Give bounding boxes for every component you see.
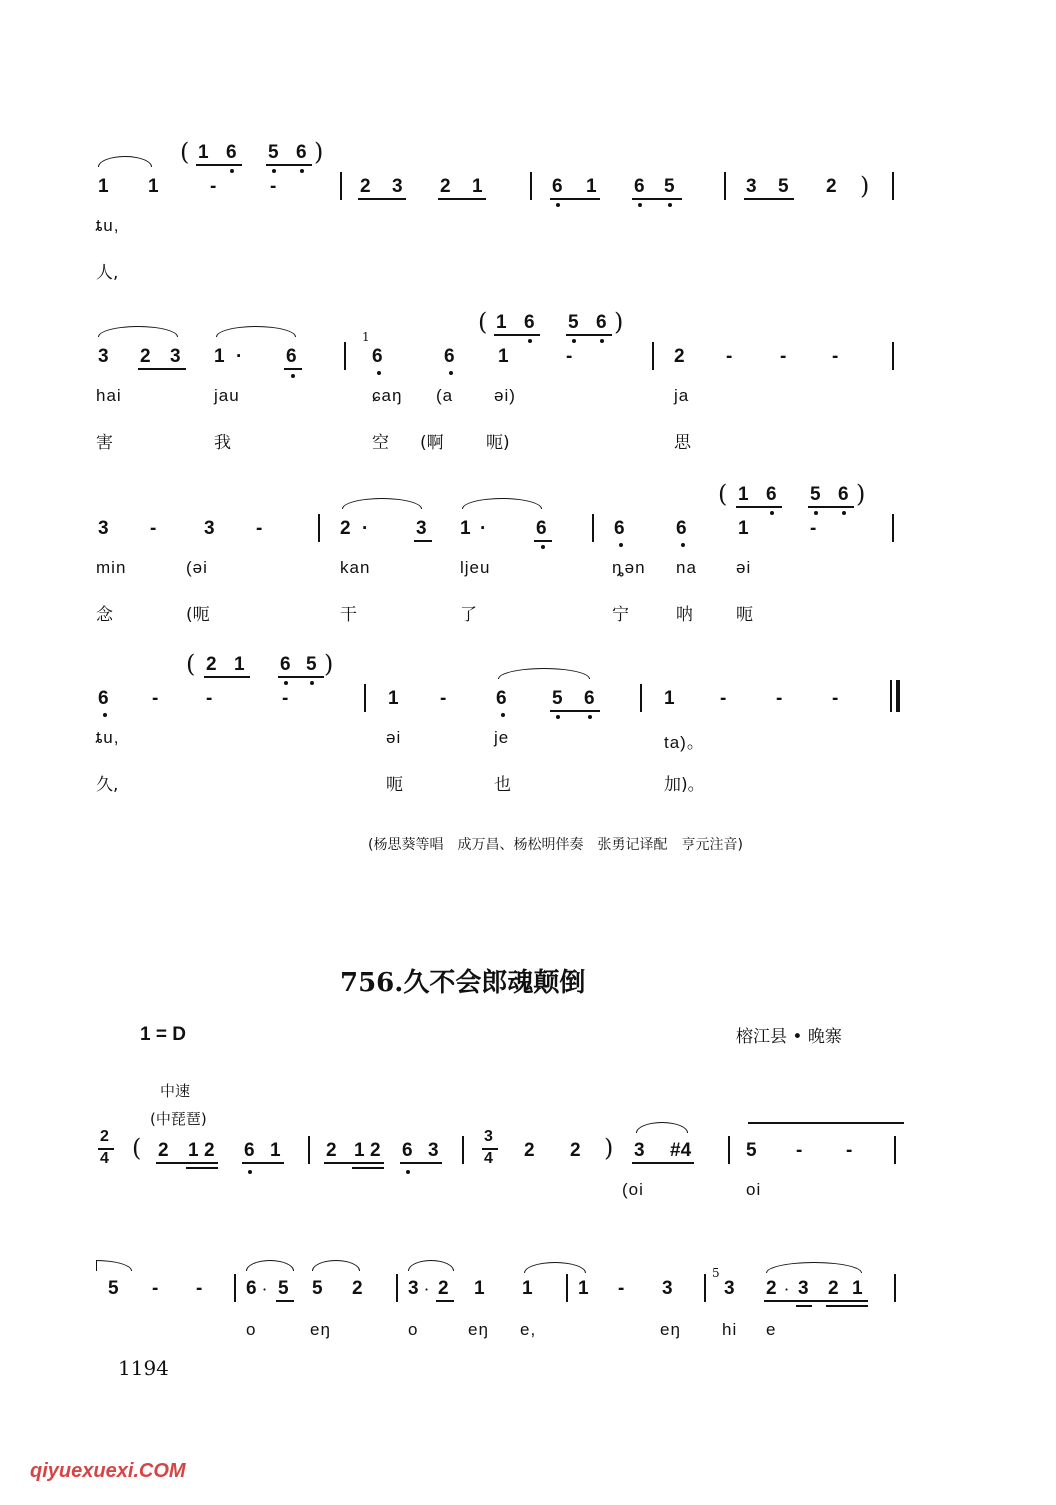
time-sig-bottom: 4 (100, 1150, 109, 1167)
chinese-lyric: 干 (340, 605, 357, 625)
pinyin-lyric: ljeu (460, 558, 491, 577)
note: 5 (746, 1140, 757, 1161)
note: 6 (372, 346, 383, 367)
note: 1 (234, 654, 245, 675)
pinyin-lyric: əi (386, 728, 402, 747)
note: 3 (798, 1278, 809, 1299)
chinese-lyric: 念 (96, 605, 113, 625)
note: 1 (852, 1278, 863, 1299)
note: 3 (428, 1140, 439, 1161)
credits: (杨思葵等唱 成万昌、杨松明伴奏 张勇记译配 亨元注音) (368, 837, 743, 853)
note: 6 (286, 346, 297, 367)
key-signature: 1 = D (140, 1024, 186, 1045)
chinese-lyric: (呃 (186, 605, 210, 625)
note: 1 (738, 484, 749, 505)
note: 5 (568, 312, 579, 333)
paren-close: ) (614, 308, 624, 336)
chinese-lyric: 了 (460, 605, 477, 625)
note: 2 (674, 346, 685, 367)
note: 1 (148, 176, 159, 197)
dash: - (566, 346, 573, 367)
dash: - (440, 688, 447, 709)
pinyin-lyric: ȶu, (96, 728, 120, 747)
note: 2 (204, 1140, 215, 1161)
note: 6 (244, 1140, 255, 1161)
pinyin-lyric: əi) (494, 386, 516, 405)
note: 1 (214, 346, 225, 367)
note: 1 (472, 176, 483, 197)
note: 3 (170, 346, 181, 367)
chinese-lyric: 我 (214, 433, 231, 453)
note: 6 (496, 688, 507, 709)
note: 3 (392, 176, 403, 197)
chinese-lyric: 人, (96, 263, 119, 283)
pinyin-lyric: (əi (186, 558, 208, 577)
dash: - (270, 176, 277, 197)
note: 1 (198, 142, 209, 163)
chinese-lyric: 呃 (736, 605, 753, 625)
note: 1 (738, 518, 749, 539)
pinyin-lyric: min (96, 558, 127, 577)
chinese-lyric: 害 (96, 433, 113, 453)
note: 2 (360, 176, 371, 197)
note: 1 (664, 688, 675, 709)
tempo-marking: 中速 (160, 1082, 191, 1100)
note: 1 (474, 1278, 485, 1299)
dash: - (832, 346, 839, 367)
note: 2 (826, 176, 837, 197)
note: 2 (440, 176, 451, 197)
note: 5 (108, 1278, 119, 1299)
note: 6 (444, 346, 455, 367)
song-origin: 榕江县 • 晚寨 (736, 1027, 842, 1047)
dash: - (780, 346, 787, 367)
pinyin-lyric: hai (96, 386, 122, 405)
note: 6 (524, 312, 535, 333)
note: 2 (370, 1140, 381, 1161)
dash: - (152, 688, 159, 709)
note: 5 (306, 654, 317, 675)
note: 2 (766, 1278, 777, 1299)
note: 5 (664, 176, 675, 197)
note: 6 (296, 142, 307, 163)
pinyin-lyric: je (494, 728, 510, 747)
pinyin-lyric: e (766, 1320, 777, 1339)
note: 6 (676, 518, 687, 539)
pinyin-lyric: ɕaŋ (372, 386, 403, 405)
pinyin-lyric: ȶu, (96, 216, 120, 235)
note: 2 (828, 1278, 839, 1299)
dot-dur: · (362, 518, 369, 539)
note: 2 (570, 1140, 581, 1161)
dash: - (256, 518, 263, 539)
note: 1 (496, 312, 507, 333)
note: 3 (98, 346, 109, 367)
pinyin-lyric: e, (520, 1320, 537, 1339)
note: 6 (596, 312, 607, 333)
note: 6 (552, 176, 563, 197)
grace-note: 5 (712, 1266, 720, 1280)
note: 1 (578, 1278, 589, 1299)
dash: - (196, 1278, 203, 1299)
note: 1 (586, 176, 597, 197)
note: 6 (536, 518, 547, 539)
note: 3 (746, 176, 757, 197)
note: 3 (416, 518, 427, 539)
paren-close: ) (314, 138, 324, 166)
note: 2 (524, 1140, 535, 1161)
chinese-lyric: 呃 (386, 775, 403, 795)
dash: - (210, 176, 217, 197)
dot-dur: · (236, 346, 243, 367)
dash: - (206, 688, 213, 709)
paren-open: ( (180, 138, 190, 166)
time-sig-top: 2 (100, 1128, 109, 1145)
pinyin-lyric: eŋ (660, 1320, 681, 1339)
chinese-lyric: 久, (96, 775, 119, 795)
dash: - (150, 518, 157, 539)
dash: - (846, 1140, 853, 1161)
pinyin-lyric: (oi (622, 1180, 644, 1199)
note: 6 (226, 142, 237, 163)
note: 6 (402, 1140, 413, 1161)
paren-open: ( (478, 308, 488, 336)
note: 6 (766, 484, 777, 505)
note: 1 (354, 1140, 365, 1161)
note: 2 (340, 518, 351, 539)
dash: - (810, 518, 817, 539)
chinese-lyric: (啊 (420, 433, 444, 453)
song-title: 756.久不会郎魂颠倒 (340, 968, 586, 998)
note: 3 (98, 518, 109, 539)
note: 2 (158, 1140, 169, 1161)
instrument-label: (中琵琶) (150, 1110, 207, 1128)
note: 6 (98, 688, 109, 709)
note: 5 (810, 484, 821, 505)
note: 6 (584, 688, 595, 709)
pinyin-lyric: əi (736, 558, 752, 577)
grace-note: 1 (362, 330, 370, 344)
pinyin-lyric: eŋ (310, 1320, 331, 1339)
dash: - (726, 346, 733, 367)
chinese-lyric: 呃) (486, 433, 510, 453)
note: #4 (670, 1140, 692, 1161)
note: 6 (838, 484, 849, 505)
dash: - (720, 688, 727, 709)
pinyin-lyric: ta)。 (664, 733, 705, 752)
dash: - (832, 688, 839, 709)
pinyin-lyric: (a (436, 386, 454, 405)
pinyin-lyric: jau (214, 386, 240, 405)
note: 1 (460, 518, 471, 539)
note: 1 (388, 688, 399, 709)
note: 5 (268, 142, 279, 163)
note: 3 (408, 1278, 419, 1299)
time-sig-top: 3 (484, 1128, 493, 1145)
chinese-lyric: 呐 (676, 605, 693, 625)
dash: - (776, 688, 783, 709)
note: 3 (724, 1278, 735, 1299)
note: 6 (614, 518, 625, 539)
note: 5 (278, 1278, 289, 1299)
pinyin-lyric: eŋ (468, 1320, 489, 1339)
note: 1 (188, 1140, 199, 1161)
chinese-lyric: 宁 (612, 605, 629, 625)
dash: - (618, 1278, 625, 1299)
dash: - (282, 688, 289, 709)
note: 2 (352, 1278, 363, 1299)
dot-dur: · (480, 518, 487, 539)
note: 5 (312, 1278, 323, 1299)
note: 1 (498, 346, 509, 367)
pinyin-lyric: hi (722, 1320, 738, 1339)
note: 2 (326, 1140, 337, 1161)
note: 2 (438, 1278, 449, 1299)
dash: - (796, 1140, 803, 1161)
note: 2 (206, 654, 217, 675)
paren-open: ( (718, 480, 728, 508)
pinyin-lyric: ȵən (612, 558, 646, 577)
pinyin-lyric: o (408, 1320, 419, 1339)
page-number: 1194 (118, 1356, 169, 1380)
note: 3 (662, 1278, 673, 1299)
paren-close: ) (856, 480, 866, 508)
note: 1 (270, 1140, 281, 1161)
chinese-lyric: 思 (674, 433, 691, 453)
paren-open: ( (186, 650, 196, 678)
chinese-lyric: 也 (494, 775, 511, 795)
paren-close: ) (860, 172, 870, 200)
pinyin-lyric: ja (674, 386, 690, 405)
note: 5 (778, 176, 789, 197)
pinyin-lyric: oi (746, 1180, 762, 1199)
note: 2 (140, 346, 151, 367)
watermark: qiyuexuexi.COM (30, 1460, 186, 1482)
note: 1 (522, 1278, 533, 1299)
note: 3 (204, 518, 215, 539)
paren-close: ) (324, 650, 334, 678)
note: 5 (552, 688, 563, 709)
note: 1 (98, 176, 109, 197)
note: 6 (634, 176, 645, 197)
pinyin-lyric: o (246, 1320, 257, 1339)
dash: - (152, 1278, 159, 1299)
note: 6 (280, 654, 291, 675)
paren-close: ) (604, 1134, 614, 1162)
time-sig-bottom: 4 (484, 1150, 493, 1167)
pinyin-lyric: na (676, 558, 697, 577)
note: 3 (634, 1140, 645, 1161)
pinyin-lyric: kan (340, 558, 371, 577)
chinese-lyric: 空 (372, 433, 389, 453)
paren-open: ( (132, 1134, 142, 1162)
chinese-lyric: 加)。 (664, 775, 705, 795)
note: 6 (246, 1278, 257, 1299)
